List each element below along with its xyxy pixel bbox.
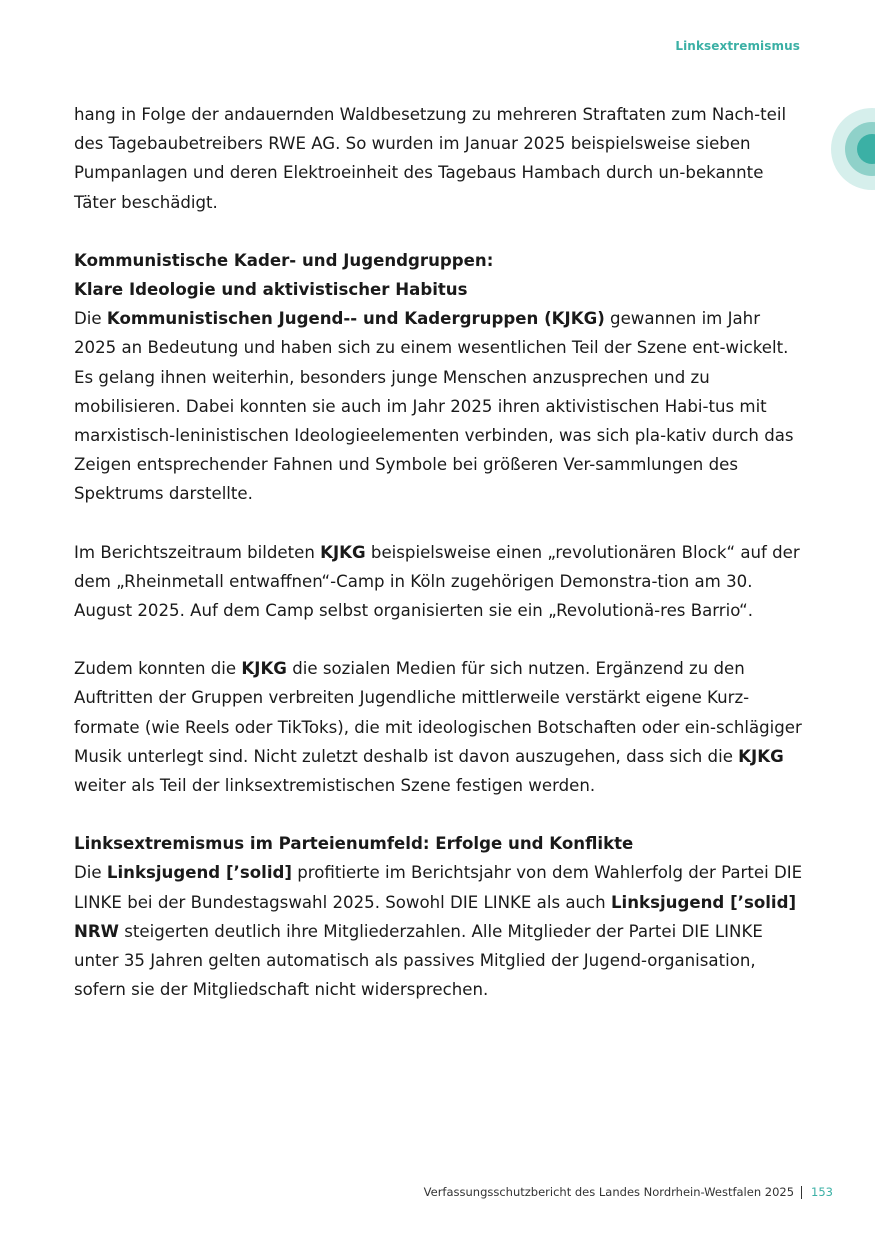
bold-term: KJKG: [320, 542, 366, 562]
footer-separator: [801, 1186, 802, 1199]
text-run: Im Berichtszeitraum bildeten: [74, 542, 321, 562]
bold-term: Linksjugend [’solid] NRW: [74, 892, 797, 941]
bold-term: KJKG: [241, 659, 287, 679]
bold-term: Kommunistischen Jugend-- und Kadergruppen (KJKG): [106, 309, 605, 329]
paragraph-2: [74, 304, 804, 508]
text-run: Zudem konnten die: [74, 659, 242, 679]
footer-publication-title: Verfassungsschutzbericht des Landes Nordrhein-Westfalen 2025: [423, 1185, 795, 1199]
bold-term: KJKG: [738, 746, 784, 766]
text-run: die sozialen Medien für sich nutzen. Ergänzend zu den Auftritten der Gruppen verbreiten Jugendliche mittlerweile verstärkt eigene Kurz-formate (wie Reels oder TikToks), die mit ideologischen Botschaften oder ein-schlägiger Musik unterlegt sind. Nicht zuletzt deshalb ist davon auszugehen, dass sich die: [74, 659, 802, 766]
paragraph-4: [74, 654, 804, 800]
text-run: Die: [74, 309, 107, 329]
paragraph-5: [74, 858, 804, 1004]
text-run: beispielsweise einen „revolutionären Block“ auf der dem „Rheinmetall entwaffnen“-Camp in Köln zugehörigen Demonstra-tion am 30. August 2025. Auf dem Camp selbst organisierten sie ein „Revolutionä-res Barrio“.: [74, 542, 800, 621]
section-heading-kjkg-line-2: Klare Ideologie und aktivistischer Habitus: [74, 280, 468, 300]
text-run: weiter als Teil der linksextremistischen Szene festigen werden.: [74, 776, 596, 796]
text-run: profitierte im Berichtsjahr von dem Wahlerfolg der Partei DIE LINKE bei der Bundestagswahl 2025. Sowohl DIE LINKE als auch: [74, 863, 803, 912]
text-run: gewannen im Jahr 2025 an Bedeutung und haben sich zu einem wesentlichen Teil der Szene ent-wickelt. Es gelang ihnen weiterhin, besonders junge Menschen anzusprechen und zu mobilisieren. Dabei konnten sie auch im Jahr 2025 ihren aktivistischen Habi-tus mit marxistisch-leninistischen Ideologieelementen verbinden, was sich pla-kativ durch das Zeigen entsprechender Fahnen und Symbole bei größeren Ver-sammlungen des Spektrums darstellte.: [74, 309, 794, 504]
text-run: Die: [74, 863, 107, 883]
section-heading-kjkg-line-1: Kommunistische Kader- und Jugendgruppen:: [74, 250, 494, 270]
paragraph-1: hang in Folge der andauernden Waldbesetzung zu mehreren Straftaten zum Nach-teil des Tagebaubetreibers RWE AG. So wurden im Januar 2025 beispielsweise sieben Pumpanlagen und deren Elektroeinheit des Tagebaus Hambach durch un-bekannte Täter beschädigt.: [74, 105, 787, 212]
section-heading-parteienumfeld: Linksextremismus im Parteienumfeld: Erfolge und Konflikte: [74, 834, 634, 854]
page-number: 153: [811, 1185, 833, 1199]
text-run: steigerten deutlich ihre Mitgliederzahlen. Alle Mitglieder der Partei DIE LINKE unter 35 Jahren gelten automatisch als passives Mitglied der Jugend-organisation, sofern sie der Mitgliedschaft nicht widersprechen.: [74, 921, 763, 1000]
paragraph-3: [74, 538, 804, 626]
page-body: [74, 100, 804, 1004]
running-head-title: Linksextremismus: [675, 39, 800, 53]
decorative-circle-icon: [831, 108, 875, 190]
page-footer: [424, 1185, 833, 1199]
bold-term: Linksjugend [’solid]: [106, 863, 292, 883]
